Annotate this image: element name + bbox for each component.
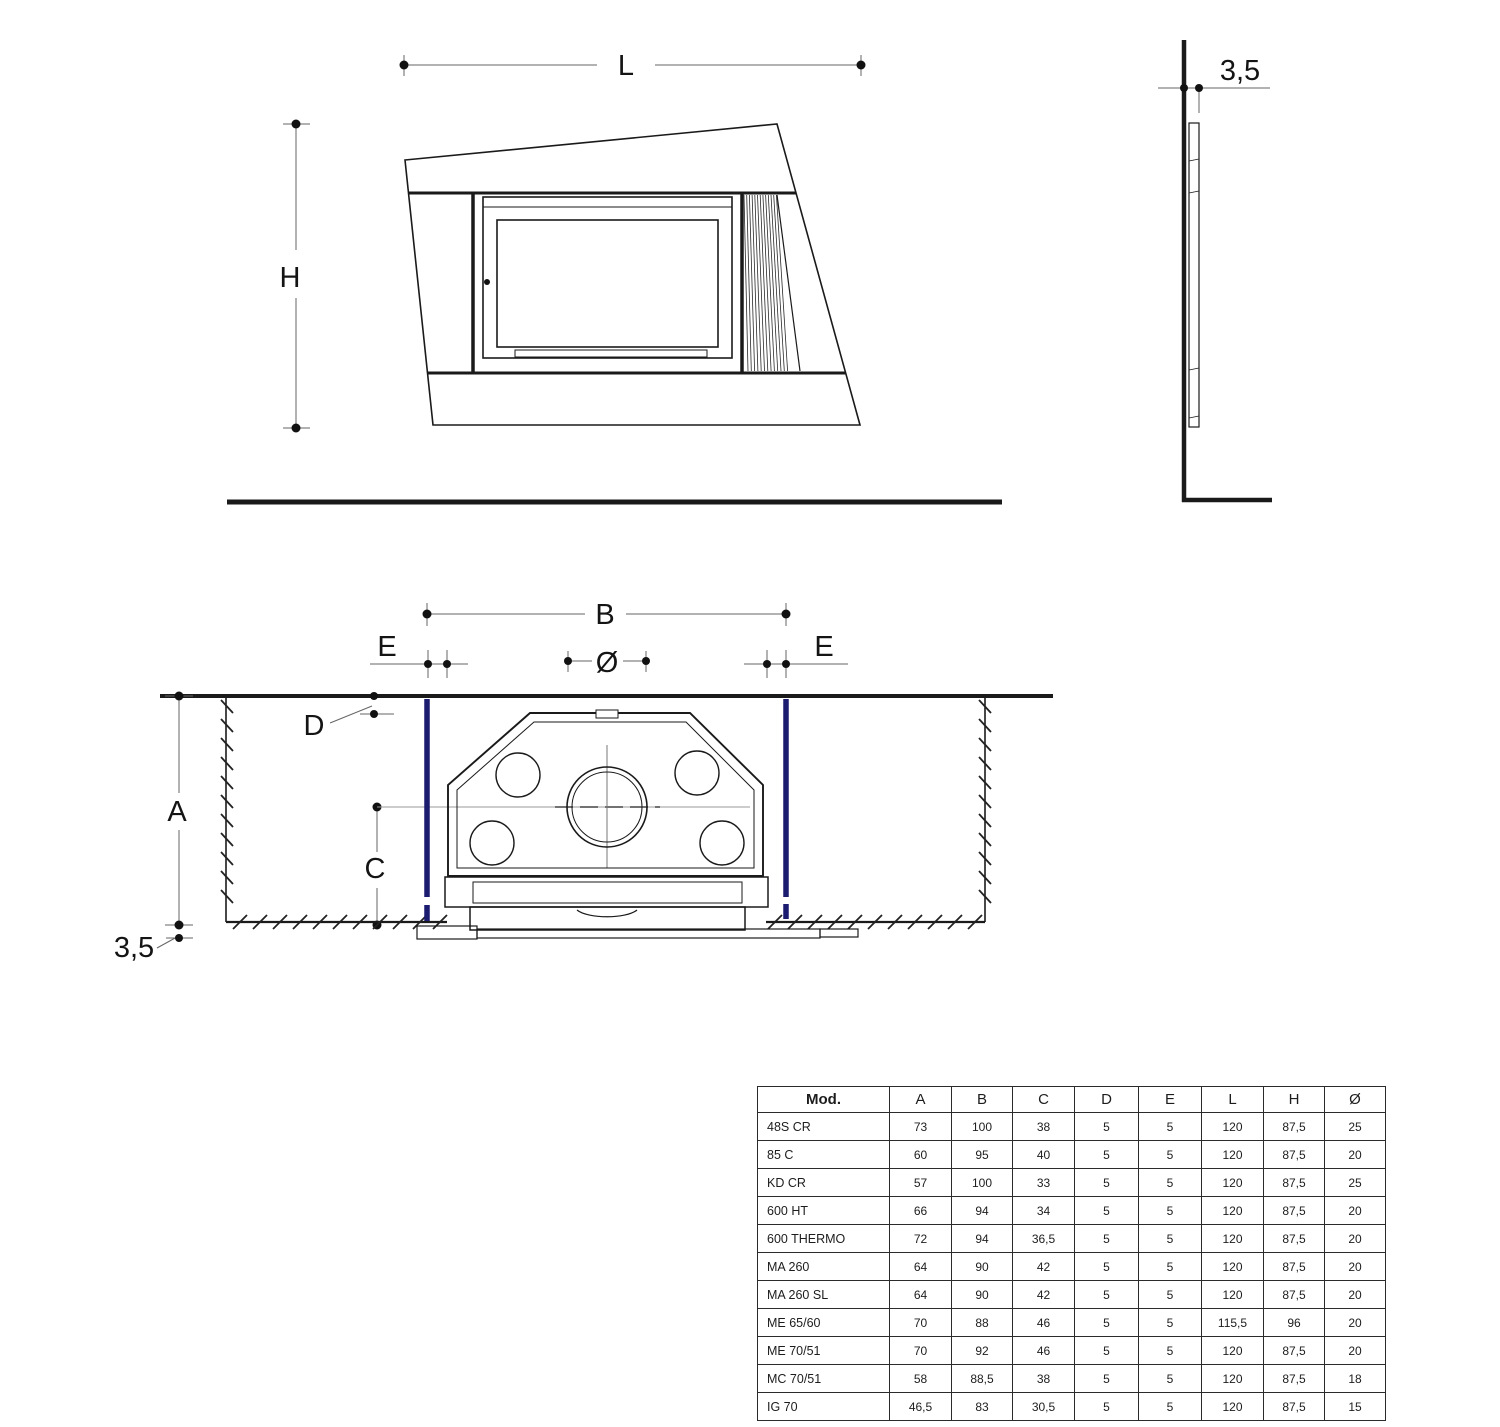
value-cell: 64 — [890, 1253, 952, 1281]
column-header-E: E — [1139, 1087, 1202, 1113]
table-row — [758, 1253, 1386, 1281]
model-cell: ME 65/60 — [758, 1309, 890, 1337]
value-cell: 60 — [890, 1141, 952, 1169]
model-cell: 600 THERMO — [758, 1225, 890, 1253]
value-cell: 38 — [1013, 1365, 1075, 1393]
value-cell: 40 — [1013, 1141, 1075, 1169]
panel-section — [1189, 123, 1199, 427]
value-cell: 57 — [890, 1169, 952, 1197]
value-cell: 15 — [1325, 1393, 1386, 1421]
value-cell: 92 — [952, 1337, 1013, 1365]
value-cell: 5 — [1139, 1365, 1202, 1393]
plan-e-left-label: E — [377, 631, 397, 663]
value-cell: 46 — [1013, 1309, 1075, 1337]
plan-view — [114, 599, 1053, 964]
value-cell: 5 — [1139, 1141, 1202, 1169]
model-cell: 600 HT — [758, 1197, 890, 1225]
vent-hole-top-left — [496, 753, 540, 797]
value-cell: 87,5 — [1264, 1225, 1325, 1253]
plan-diameter-label: Ø — [595, 647, 619, 679]
table-row — [758, 1141, 1386, 1169]
value-cell: 20 — [1325, 1253, 1386, 1281]
value-cell: 5 — [1075, 1113, 1139, 1141]
louver-hatch — [744, 195, 788, 371]
table-row — [758, 1197, 1386, 1225]
value-cell: 36,5 — [1013, 1225, 1075, 1253]
value-cell: 5 — [1075, 1309, 1139, 1337]
value-cell: 34 — [1013, 1197, 1075, 1225]
value-cell: 5 — [1139, 1197, 1202, 1225]
value-cell: 83 — [952, 1393, 1013, 1421]
table-row — [758, 1365, 1386, 1393]
value-cell: 30,5 — [1013, 1393, 1075, 1421]
value-cell: 120 — [1202, 1113, 1264, 1141]
column-header-Ø: Ø — [1325, 1087, 1386, 1113]
column-header-mod: Mod. — [758, 1087, 890, 1113]
value-cell: 5 — [1139, 1225, 1202, 1253]
value-cell: 20 — [1325, 1337, 1386, 1365]
stove-body — [417, 710, 858, 939]
value-cell: 87,5 — [1264, 1141, 1325, 1169]
value-cell: 95 — [952, 1141, 1013, 1169]
table-header-row — [758, 1087, 1386, 1113]
dim-3-5-side — [1158, 84, 1270, 113]
value-cell: 96 — [1264, 1309, 1325, 1337]
louver-right-edge — [777, 195, 800, 371]
vent-hole-top-right — [675, 751, 719, 795]
plan-c-label: C — [364, 853, 386, 885]
value-cell: 33 — [1013, 1169, 1075, 1197]
value-cell: 5 — [1075, 1253, 1139, 1281]
value-cell: 100 — [952, 1169, 1013, 1197]
model-cell: 48S CR — [758, 1113, 890, 1141]
column-header-A: A — [890, 1087, 952, 1113]
table-row — [758, 1337, 1386, 1365]
value-cell: 72 — [890, 1225, 952, 1253]
value-cell: 5 — [1075, 1337, 1139, 1365]
value-cell: 5 — [1075, 1365, 1139, 1393]
model-cell: IG 70 — [758, 1393, 890, 1421]
value-cell: 5 — [1075, 1169, 1139, 1197]
value-cell: 20 — [1325, 1197, 1386, 1225]
value-cell: 58 — [890, 1365, 952, 1393]
model-cell: MC 70/51 — [758, 1365, 890, 1393]
table-row — [758, 1393, 1386, 1421]
value-cell: 87,5 — [1264, 1281, 1325, 1309]
dimensions-table — [757, 1086, 1386, 1421]
model-cell: KD CR — [758, 1169, 890, 1197]
value-cell: 5 — [1139, 1337, 1202, 1365]
value-cell: 88,5 — [952, 1365, 1013, 1393]
hearth-plate-left — [417, 926, 477, 939]
value-cell: 25 — [1325, 1113, 1386, 1141]
plan-a-label: A — [167, 796, 187, 828]
value-cell: 46 — [1013, 1337, 1075, 1365]
value-cell: 5 — [1139, 1113, 1202, 1141]
column-header-C: C — [1013, 1087, 1075, 1113]
value-cell: 5 — [1075, 1197, 1139, 1225]
table-row — [758, 1281, 1386, 1309]
value-cell: 94 — [952, 1225, 1013, 1253]
value-cell: 87,5 — [1264, 1365, 1325, 1393]
value-cell: 64 — [890, 1281, 952, 1309]
value-cell: 38 — [1013, 1113, 1075, 1141]
value-cell: 20 — [1325, 1225, 1386, 1253]
vent-hole-bottom-right — [700, 821, 744, 865]
value-cell: 115,5 — [1202, 1309, 1264, 1337]
plan-b-label: B — [595, 599, 615, 631]
value-cell: 46,5 — [890, 1393, 952, 1421]
dim-3-5-plan — [157, 934, 193, 948]
hearth-plate-right — [820, 929, 858, 937]
door-frame — [483, 197, 732, 358]
value-cell: 87,5 — [1264, 1197, 1325, 1225]
value-cell: 120 — [1202, 1253, 1264, 1281]
stove-base-inner — [473, 882, 742, 903]
value-cell: 66 — [890, 1197, 952, 1225]
front-view — [227, 50, 1002, 502]
column-header-H: H — [1264, 1087, 1325, 1113]
table-row — [758, 1113, 1386, 1141]
value-cell: 25 — [1325, 1169, 1386, 1197]
door-glass — [497, 220, 718, 347]
value-cell: 87,5 — [1264, 1113, 1325, 1141]
column-header-D: D — [1075, 1087, 1139, 1113]
value-cell: 5 — [1139, 1281, 1202, 1309]
door-hinge-dot — [484, 279, 490, 285]
side-view — [1158, 40, 1272, 502]
value-cell: 5 — [1139, 1253, 1202, 1281]
value-cell: 120 — [1202, 1197, 1264, 1225]
plan-e-right-label: E — [814, 631, 834, 663]
plan-d-label: D — [303, 710, 325, 742]
table-row — [758, 1169, 1386, 1197]
table-row — [758, 1309, 1386, 1337]
model-cell: ME 70/51 — [758, 1337, 890, 1365]
table-row — [758, 1225, 1386, 1253]
door-vent — [515, 350, 707, 357]
column-header-L: L — [1202, 1087, 1264, 1113]
value-cell: 120 — [1202, 1365, 1264, 1393]
value-cell: 87,5 — [1264, 1393, 1325, 1421]
model-cell: MA 260 — [758, 1253, 890, 1281]
model-cell: MA 260 SL — [758, 1281, 890, 1309]
plan-plate-label: 3,5 — [113, 932, 155, 964]
front-height-label: H — [279, 262, 301, 294]
value-cell: 120 — [1202, 1141, 1264, 1169]
value-cell: 120 — [1202, 1393, 1264, 1421]
value-cell: 73 — [890, 1113, 952, 1141]
value-cell: 87,5 — [1264, 1169, 1325, 1197]
ash-drawer — [470, 907, 745, 930]
value-cell: 120 — [1202, 1337, 1264, 1365]
value-cell: 5 — [1075, 1281, 1139, 1309]
value-cell: 70 — [890, 1309, 952, 1337]
vent-hole-bottom-left — [470, 821, 514, 865]
value-cell: 5 — [1139, 1169, 1202, 1197]
value-cell: 5 — [1075, 1141, 1139, 1169]
drawer-handle — [577, 910, 637, 917]
value-cell: 100 — [952, 1113, 1013, 1141]
value-cell: 120 — [1202, 1225, 1264, 1253]
value-cell: 87,5 — [1264, 1253, 1325, 1281]
value-cell: 5 — [1139, 1393, 1202, 1421]
value-cell: 5 — [1139, 1309, 1202, 1337]
value-cell: 87,5 — [1264, 1337, 1325, 1365]
side-thickness-label: 3,5 — [1219, 55, 1261, 87]
front-width-label: L — [617, 50, 635, 82]
value-cell: 90 — [952, 1253, 1013, 1281]
value-cell: 94 — [952, 1197, 1013, 1225]
value-cell: 20 — [1325, 1281, 1386, 1309]
value-cell: 90 — [952, 1281, 1013, 1309]
dimensions-table-container — [757, 1086, 1389, 1427]
value-cell: 120 — [1202, 1169, 1264, 1197]
model-cell: 85 C — [758, 1141, 890, 1169]
value-cell: 70 — [890, 1337, 952, 1365]
value-cell: 120 — [1202, 1281, 1264, 1309]
value-cell: 42 — [1013, 1253, 1075, 1281]
left-wall-hatch — [221, 700, 233, 903]
value-cell: 42 — [1013, 1281, 1075, 1309]
column-header-B: B — [952, 1087, 1013, 1113]
value-cell: 5 — [1075, 1393, 1139, 1421]
value-cell: 20 — [1325, 1141, 1386, 1169]
value-cell: 5 — [1075, 1225, 1139, 1253]
value-cell: 88 — [952, 1309, 1013, 1337]
value-cell: 18 — [1325, 1365, 1386, 1393]
value-cell: 20 — [1325, 1309, 1386, 1337]
